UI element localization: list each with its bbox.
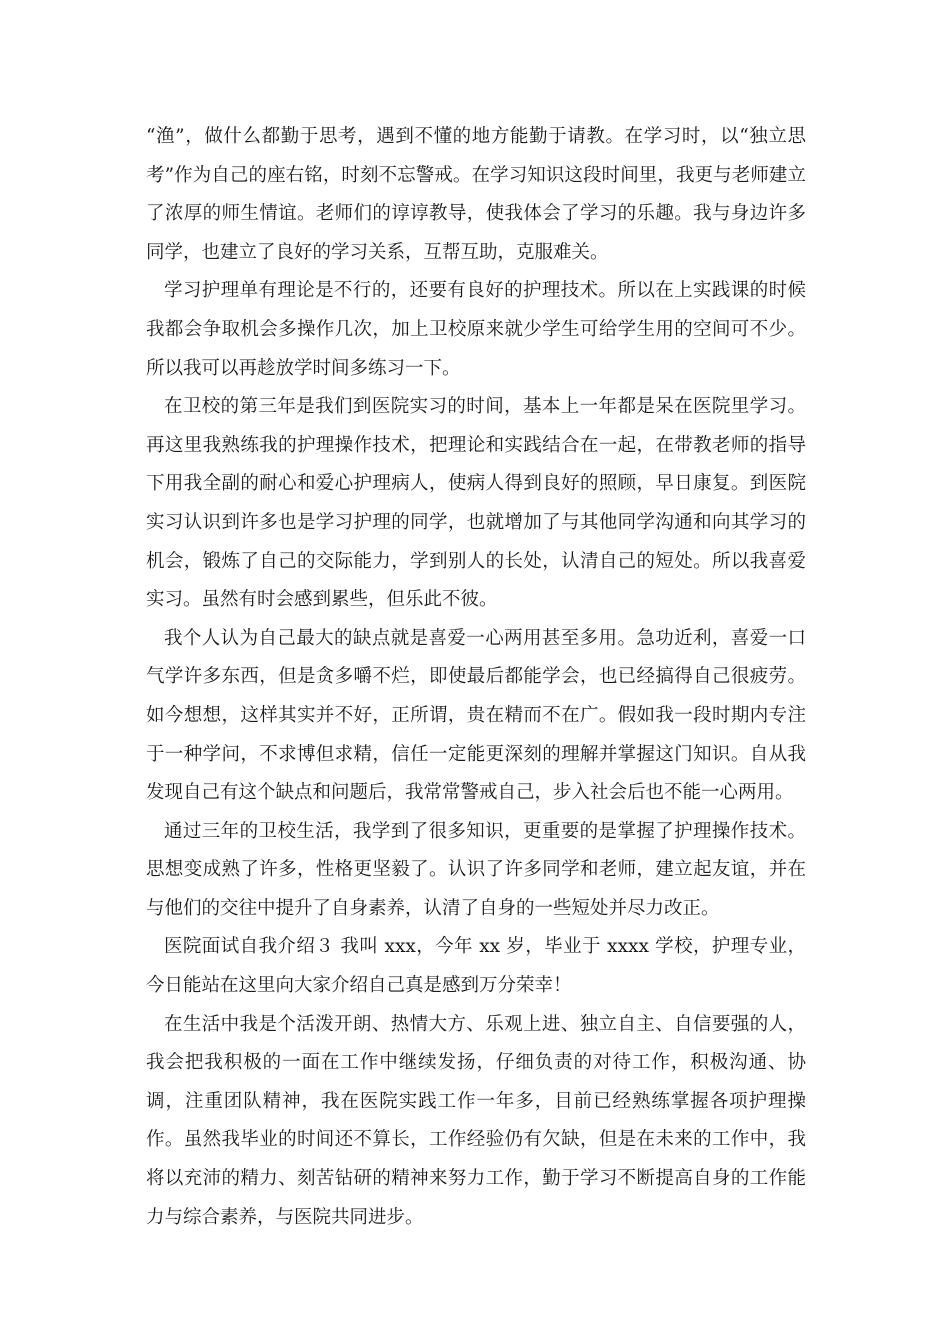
paragraph-self-intro-3: 医院面试自我介绍３ 我叫 xxx，今年 xx 岁，毕业于 xxxx 学校，护理专业，今日能站在这里向大家介绍自己真是感到万分荣幸！ [146,936,806,997]
paragraph-nursing-practice: 学习护理单有理论是不行的，还要有良好的护理技术。所以在上实践课的时候我都会争取机会多操作几次，加上卫校原来就少学生可给学生用的空间可不少。所以我可以再趁放学时间多练习一下。 [146,280,806,379]
paragraph-hospital-internship: 在卫校的第三年是我们到医院实习的时间，基本上一年都是呆在医院里学习。再这里我熟练我的护理操作技术，把理论和实践结合在一起，在带教老师的指导下用我全副的耐心和爱心护理病人，使病人得到良好的照顾，早日康复。到医院实习认识到许多也是学习护理的同学，也就增加了与其他同学沟通和向其学习的机会，锻炼了自己的交际能力，学到别人的长处，认清自己的短处。所以我喜爱实习。虽然有时会感到累些，但乐此不彼。 [146,396,806,611]
paragraph-summary: 通过三年的卫校生活，我学到了很多知识，更重要的是掌握了护理操作技术。思想变成熟了许多，性格更坚毅了。认识了许多同学和老师，建立起友谊，并在与他们的交往中提升了自身素养，认清了自身的一些短处并尽力改正。 [146,820,806,919]
paragraph-continuation: “渔”，做什么都勤于思考，遇到不懂的地方能勤于请教。在学习时，以“独立思考”作为自己的座右铭，时刻不忘警戒。在学习知识这段时间里，我更与老师建立了浓厚的师生情谊。老师们的谆谆教导，使我体会了学习的乐趣。我与身边许多同学，也建立了良好的学习关系，互帮互助，克服难关。 [146,126,806,263]
paragraph-weakness: 我个人认为自己最大的缺点就是喜爱一心两用甚至多用。急功近利，喜爱一口气学许多东西，但是贪多嚼不烂，即使最后都能学会，也已经搞得自己很疲劳。如今想想，这样其实并不好，正所谓，贵在精而不在广。假如我一段时期内专注于一种学问，不求博但求精，信任一定能更深刻的理解并掌握这门知识。自从我发现自己有这个缺点和问题后，我常常警戒自己，步入社会后也不能一心两用。 [146,627,806,804]
document-body [146,118,806,1237]
paragraph-personality: 在生活中我是个活泼开朗、热情大方、乐观上进、独立自主、自信要强的人，我会把我积极的一面在工作中继续发扬，仔细负责的对待工作，积极沟通、协调，注重团队精神，我在医院实践工作一年多，目前已经熟练掌握各项护理操作。虽然我毕业的时间还不算长，工作经验仍有欠缺，但是在未来的工作中，我将以充沛的精力、刻苦钻研的精神来努力工作，勤于学习不断提高自身的工作能力与综合素养，与医院共同进步。 [146,1013,806,1228]
